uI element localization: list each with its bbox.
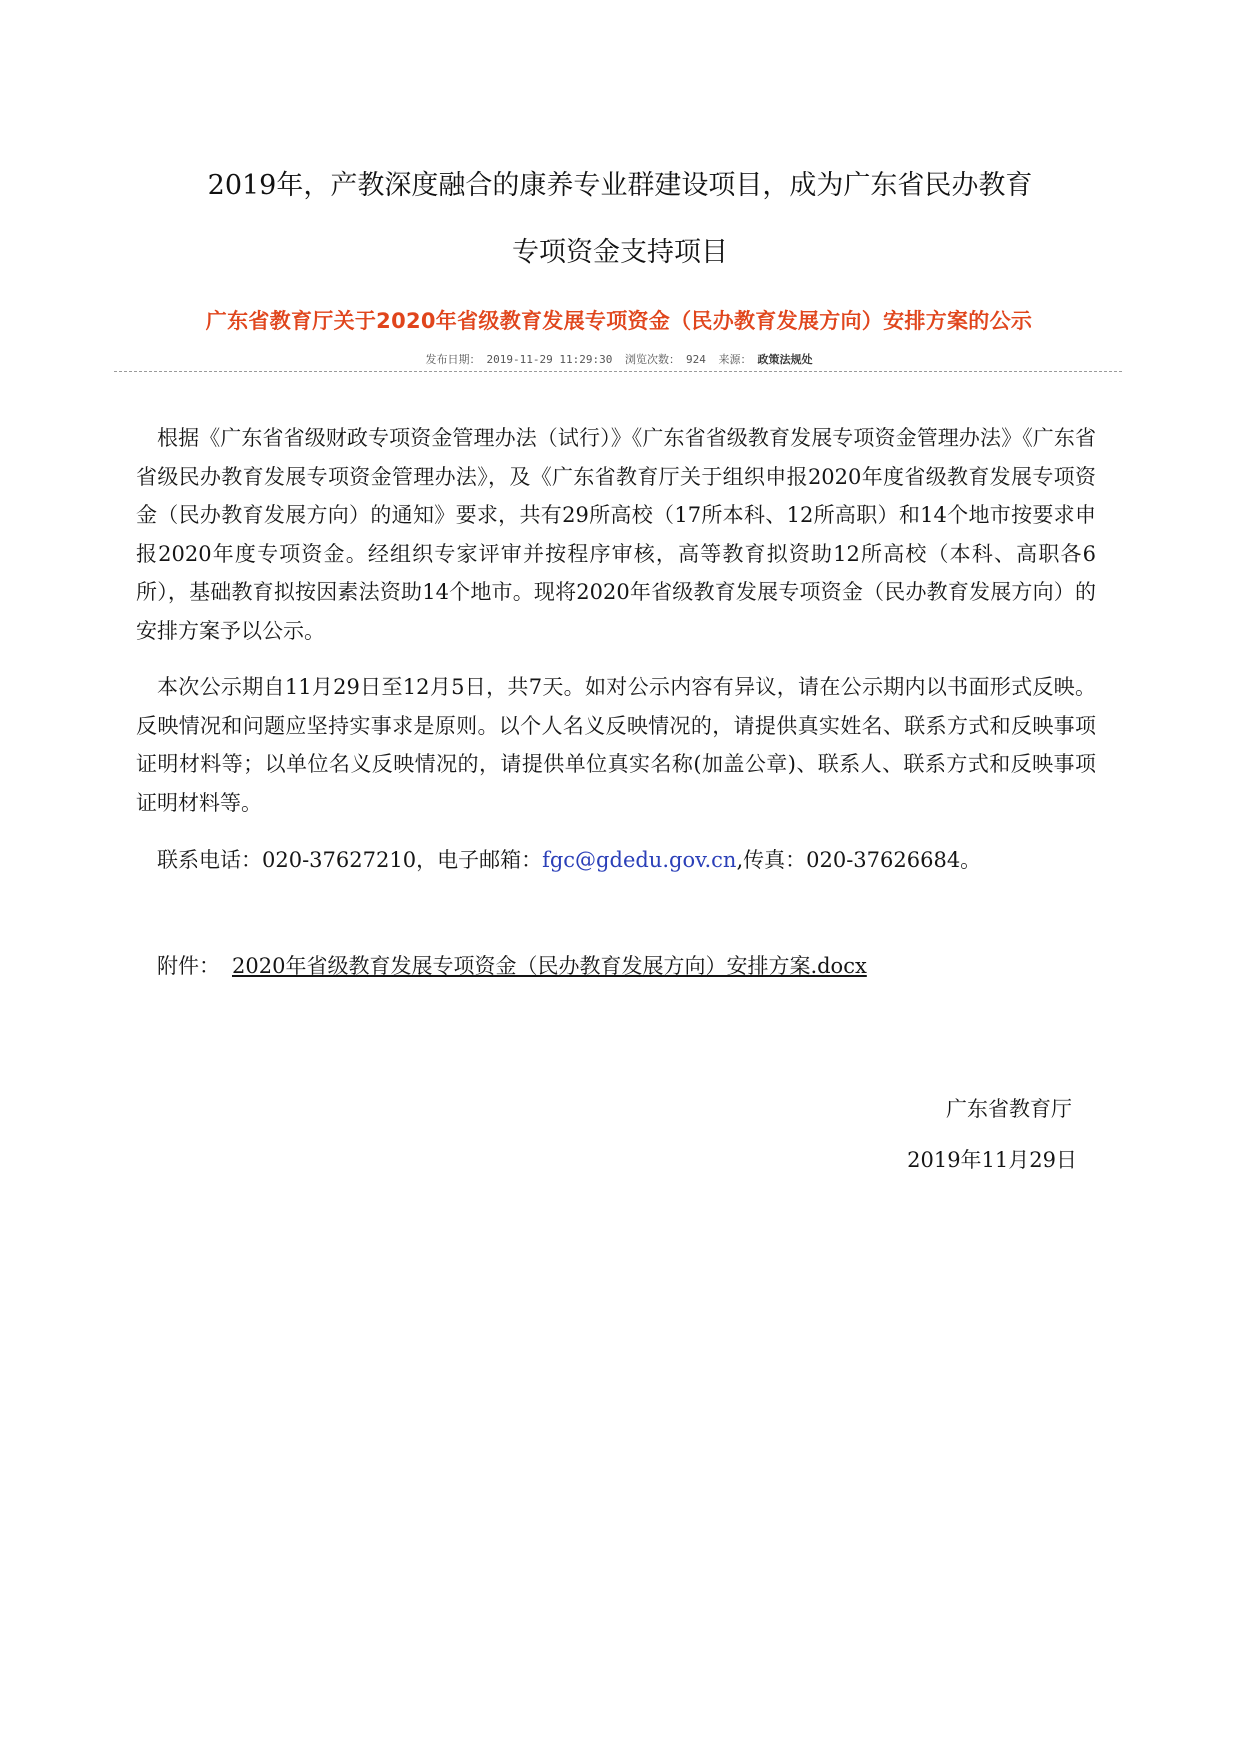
source-label: 来源：: [718, 353, 752, 366]
views-label: 浏览次数：: [624, 353, 680, 366]
email-link[interactable]: fgc@gdedu.gov.cn: [542, 848, 737, 872]
body-paragraph-2: 本次公示期自11月29日至12月5日，共7天。如对公示内容有异议，请在公示期内以书面形式反映。反映情况和问题应坚持实事求是原则。以个人名义反映情况的，请提供真实姓名、联系方式和反映事项证明材料等；以单位名义反映情况的，请提供单位真实名称(加盖公章)、联系人、联系方式和反映事项证明材料等。: [136, 675, 1096, 815]
contact-line: [136, 841, 1096, 880]
notice-title: 广东省教育厅关于2020年省级教育发展专项资金（民办教育发展方向）安排方案的公示: [205, 309, 1033, 333]
contact-prefix: 联系电话：020-37627210，电子邮箱：: [157, 848, 543, 872]
signature-org: 广东省教育厅: [946, 1097, 1072, 1121]
dashed-divider: [114, 371, 1122, 372]
notice-meta: [114, 351, 1124, 367]
publish-date-value: 2019-11-29 11:29:30: [486, 353, 613, 366]
views-value: 924: [685, 353, 706, 366]
body-paragraph-1: 根据《广东省省级财政专项资金管理办法（试行）》《广东省省级教育发展专项资金管理办法》《广东省省级民办教育发展专项资金管理办法》，及《广东省教育厅关于组织申报2020年度省级教育发展专项资金（民办教育发展方向）的通知》要求，共有29所高校（17所本科、12所高职）和14个地市按要求申报2020年度专项资金。经组织专家评审并按程序审核，高等教育拟资助12所高校（本科、高职各6所），基础教育拟按因素法资助14个地市。现将2020年省级教育发展专项资金（民办教育发展方向）的安排方案予以公示。: [136, 426, 1096, 643]
signature-date: 2019年11月29日: [907, 1148, 1077, 1172]
attachment-label: 附件：: [157, 954, 220, 978]
document-title-line2: 专项资金支持项目: [512, 237, 728, 268]
attachment-row: [157, 950, 867, 980]
attachment-link[interactable]: 2020年省级教育发展专项资金（民办教育发展方向）安排方案.docx: [232, 954, 867, 978]
document-title-line1: 2019年，产教深度融合的康养专业群建设项目，成为广东省民办教育: [207, 170, 1033, 201]
publish-date-label: 发布日期：: [425, 353, 481, 366]
source-value: 政策法规处: [757, 353, 813, 366]
contact-suffix: ,传真：020-37626684。: [736, 848, 982, 872]
